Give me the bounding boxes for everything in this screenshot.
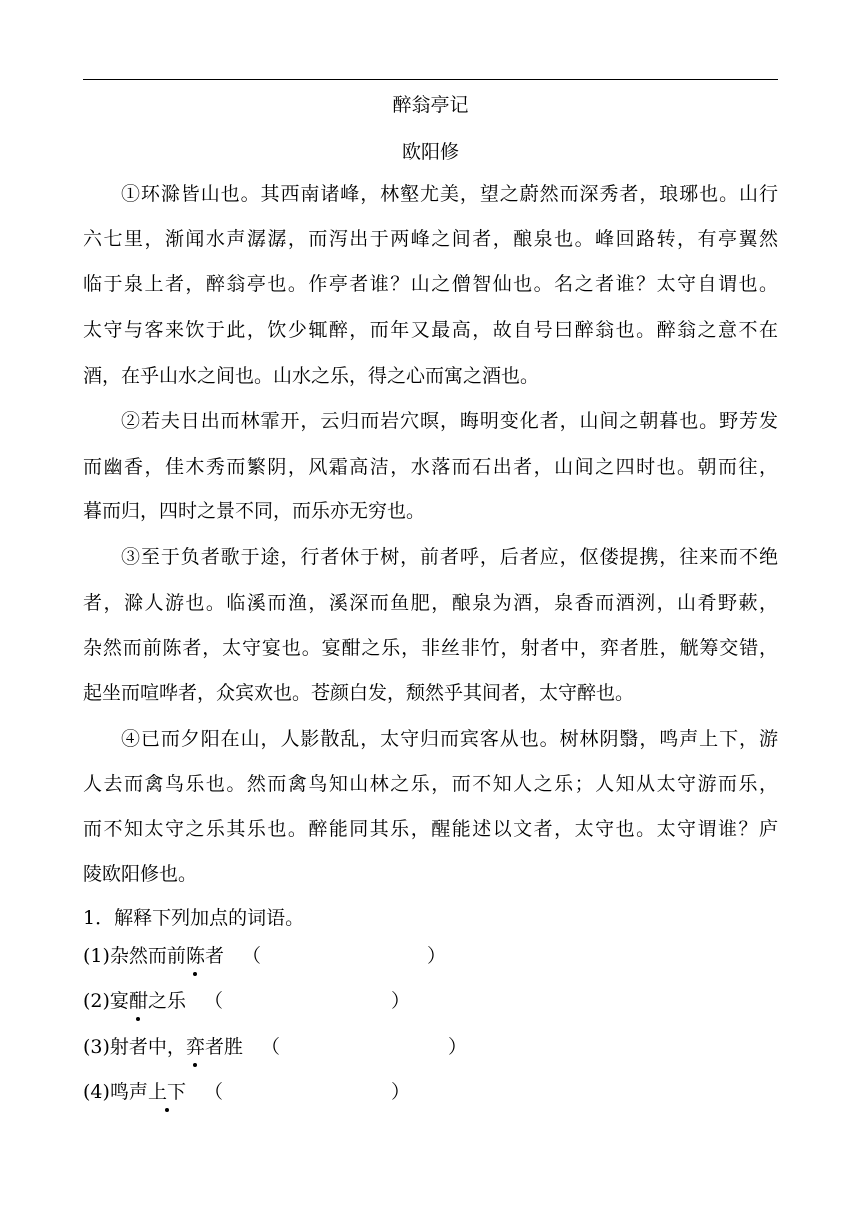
answer-paren-open: （ bbox=[203, 1081, 223, 1103]
paragraph-line: 太守与客来饮于此，饮少辄醉，而年又最高，故自号曰醉翁也。醉翁之意不在 bbox=[83, 319, 778, 341]
paragraph-line: 者，滁人游也。临溪而渔，溪深而鱼肥，酿泉为酒，泉香而酒洌，山肴野蔌， bbox=[83, 592, 778, 614]
question-item-3 bbox=[83, 1035, 467, 1059]
question-item-4 bbox=[83, 1080, 410, 1104]
paragraph-line: 六七里，渐闻水声潺潺，而泻出于两峰之间者，酿泉也。峰回路转，有亭翼然 bbox=[83, 228, 778, 250]
item-number: (4) bbox=[83, 1081, 110, 1103]
item-number: (2) bbox=[83, 990, 110, 1012]
item-text-before: 杂然而前 bbox=[109, 945, 186, 967]
paragraph-line: ④已而夕阳在山，人影散乱，太守归而宾客从也。树林阴翳，鸣声上下，游 bbox=[121, 728, 778, 750]
item-text-after: 者 bbox=[204, 945, 224, 967]
paragraph-line: 陵欧阳修也。 bbox=[83, 863, 198, 885]
paragraph-line: 杂然而前陈者，太守宴也。宴酣之乐，非丝非竹，射者中，弈者胜，觥筹交错， bbox=[83, 637, 778, 659]
dotted-word: 酣 bbox=[128, 990, 148, 1012]
paragraph-line: 而不知太守之乐其乐也。醉能同其乐，醒能述以文者，太守也。太守谓谁？庐 bbox=[83, 818, 778, 840]
dotted-word: 弈 bbox=[185, 1036, 205, 1058]
item-text-before: 鸣声 bbox=[109, 1081, 148, 1103]
header-rule bbox=[83, 79, 778, 80]
item-text-after: 者胜 bbox=[204, 1036, 243, 1058]
item-number: (1) bbox=[83, 945, 110, 967]
question-item-1 bbox=[83, 944, 446, 968]
paragraph-line: ①环滁皆山也。其西南诸峰，林壑尤美，望之蔚然而深秀者，琅琊也。山行 bbox=[121, 183, 778, 205]
paragraph-line: 酒，在乎山水之间也。山水之乐，得之心而寓之酒也。 bbox=[83, 365, 540, 387]
answer-paren-open: （ bbox=[241, 945, 261, 967]
answer-paren-close: ） bbox=[426, 945, 446, 967]
paragraph-line: 人去而禽鸟乐也。然而禽鸟知山林之乐，而不知人之乐；人知从太守游而乐， bbox=[83, 773, 778, 795]
answer-paren-close: ） bbox=[390, 990, 410, 1012]
item-number: (3) bbox=[83, 1036, 110, 1058]
item-text-after: 之乐 bbox=[147, 990, 186, 1012]
paragraph-line: 起坐而喧哗者，众宾欢也。苍颜白发，颓然乎其间者，太守醉也。 bbox=[83, 682, 635, 704]
paragraph-line: 临于泉上者，醉翁亭也。作亭者谁？山之僧智仙也。名之者谁？太守自谓也。 bbox=[83, 273, 778, 295]
paragraph-line: 暮而归，四时之景不同，而乐亦无穷也。 bbox=[83, 500, 426, 522]
answer-paren-open: （ bbox=[260, 1036, 280, 1058]
answer-paren-close: ） bbox=[447, 1036, 467, 1058]
answer-paren-open: （ bbox=[203, 990, 223, 1012]
paragraph-line: ③至于负者歌于途，行者休于树，前者呼，后者应，伛偻提携，往来而不绝 bbox=[121, 546, 778, 568]
answer-paren-close: ） bbox=[390, 1081, 410, 1103]
document-title: 醉翁亭记 bbox=[392, 94, 469, 116]
paragraph-line: ②若夫日出而林霏开，云归而岩穴暝，晦明变化者，山间之朝暮也。野芳发 bbox=[121, 410, 778, 432]
question-prompt: 1．解释下列加点的词语。 bbox=[83, 907, 305, 929]
document-author: 欧阳修 bbox=[401, 141, 459, 163]
question-item-2 bbox=[83, 989, 410, 1013]
item-text-before: 宴 bbox=[109, 990, 129, 1012]
item-text-before: 射者中， bbox=[109, 1036, 186, 1058]
dotted-word: 上下 bbox=[147, 1081, 186, 1103]
paragraph-line: 而幽香，佳木秀而繁阴，风霜高洁，水落而石出者，山间之四时也。朝而往， bbox=[83, 456, 778, 478]
dotted-word: 陈 bbox=[185, 945, 205, 967]
